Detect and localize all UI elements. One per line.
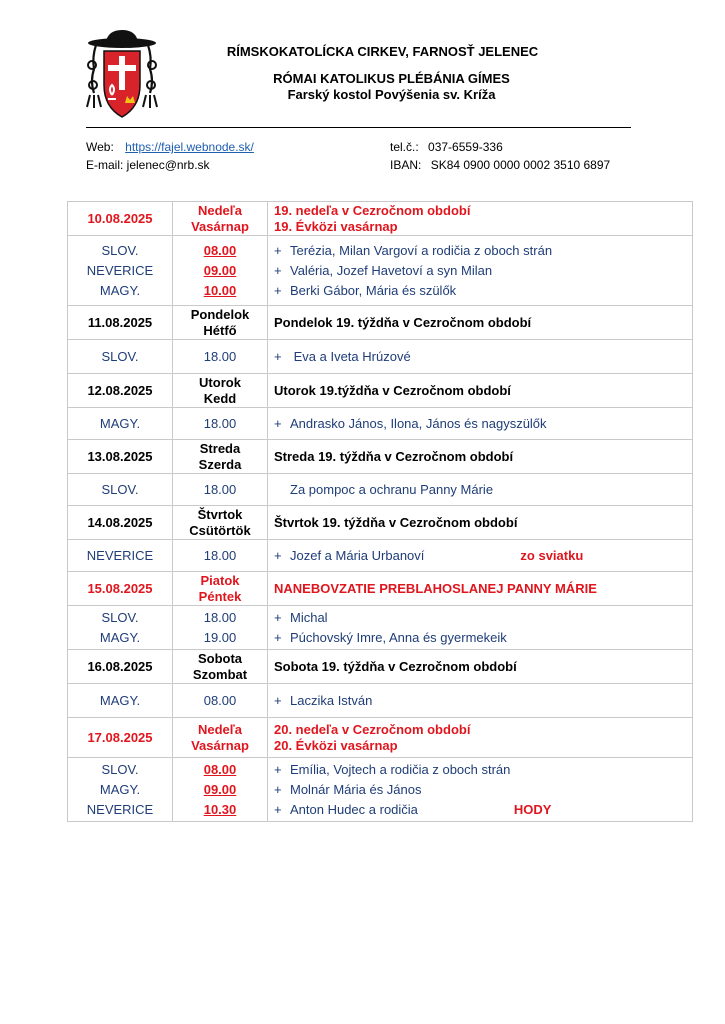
mass-intention-line [274, 628, 692, 648]
place-cell [68, 606, 173, 650]
weekday-hu: Csütörtök [189, 522, 251, 538]
mass-time: 18.00 [203, 481, 237, 497]
liturgy-title-cell [268, 572, 693, 606]
mass-intention-line [274, 347, 692, 367]
mass-row [68, 474, 693, 506]
mass-intention: Jozef a Mária Urbanoví [290, 547, 425, 563]
mass-intention: Andrasko János, Ilona, János és nagyszülők [290, 415, 547, 431]
mass-row [68, 758, 693, 822]
tel-line [390, 140, 503, 154]
mass-intention: Eva a Iveta Hrúzové [290, 348, 411, 364]
web-line [86, 140, 254, 154]
day-header-row [68, 440, 693, 474]
intention-cell [268, 606, 693, 650]
mass-place: SLOV. [101, 348, 139, 364]
weekday-hu: Szombat [192, 666, 248, 682]
weekday-hu: Péntek [198, 588, 242, 604]
intention-cell [268, 340, 693, 374]
day-header-row [68, 202, 693, 236]
mass-intention-line [274, 608, 692, 628]
place-cell [68, 236, 173, 306]
mass-time: 18.00 [203, 609, 237, 625]
mass-intention: Berki Gábor, Mária és szülők [290, 282, 457, 298]
mass-time: 18.00 [203, 547, 237, 563]
time-cell [173, 606, 268, 650]
weekday-sk: Streda [199, 440, 241, 456]
day-header-row [68, 650, 693, 684]
mass-time: 10.30 [203, 801, 237, 817]
mass-intention-line [274, 281, 692, 301]
plus-icon: + [274, 761, 282, 777]
weekday-hu: Vasárnap [191, 737, 249, 753]
mass-place: MAGY. [99, 282, 141, 298]
date-cell: 15.08.2025 [68, 572, 173, 606]
header-divider [86, 127, 631, 128]
liturgy-title-sk: Pondelok 19. týždňa v Cezročnom období [274, 314, 532, 330]
mass-time: 08.00 [203, 242, 237, 258]
weekday-cell [173, 506, 268, 540]
time-cell [173, 340, 268, 374]
mass-intention-line [274, 480, 692, 500]
mass-row [68, 606, 693, 650]
intention-cell [268, 408, 693, 440]
weekday-sk: Utorok [199, 374, 241, 390]
place-cell [68, 474, 173, 506]
weekday-sk: Nedeľa [197, 721, 243, 737]
liturgy-title-sk: Sobota 19. týždňa v Cezročnom období [274, 658, 517, 674]
date-cell: 11.08.2025 [68, 306, 173, 340]
header-church-name: Farský kostol Povýšenia sv. Kríža [287, 87, 496, 102]
mass-intention-line [274, 691, 692, 711]
mass-time: 08.00 [203, 692, 237, 708]
weekday-hu: Vasárnap [191, 218, 249, 234]
plus-icon: + [274, 629, 282, 645]
liturgy-title-hu: 20. Évközi vasárnap [274, 737, 398, 753]
weekday-cell [173, 718, 268, 758]
mass-intention: Laczika István [290, 692, 373, 708]
mass-row [68, 340, 693, 374]
mass-place: NEVERICE [86, 547, 154, 563]
intention-cell [268, 474, 693, 506]
time-cell [173, 474, 268, 506]
time-cell [173, 684, 268, 718]
day-header-row [68, 572, 693, 606]
date-cell: 12.08.2025 [68, 374, 173, 408]
intention-cell [268, 236, 693, 306]
place-cell [68, 758, 173, 822]
time-cell [173, 758, 268, 822]
liturgy-title-cell [268, 202, 693, 236]
weekday-cell [173, 572, 268, 606]
header-parish-name-sk: RÍMSKOKATOLÍCKA CIRKEV, FARNOSŤ JELENEC [226, 44, 539, 59]
mass-row [68, 408, 693, 440]
liturgy-title-cell [268, 306, 693, 340]
mass-intention-line [274, 760, 692, 780]
place-cell [68, 540, 173, 572]
weekday-hu: Kedd [203, 390, 237, 406]
mass-time: 08.00 [203, 761, 237, 777]
mass-place: SLOV. [101, 609, 139, 625]
day-header-row [68, 306, 693, 340]
liturgy-title-cell [268, 718, 693, 758]
plus-icon: + [274, 781, 282, 797]
liturgy-title-sk: 20. nedeľa v Cezročnom období [274, 721, 471, 737]
mass-intention-line [274, 414, 692, 434]
liturgy-title-cell [268, 650, 693, 684]
mass-intention: Terézia, Milan Vargoví a rodičia z oboch strán [290, 242, 553, 258]
mass-schedule-table [67, 201, 693, 822]
mass-intention: Valéria, Jozef Havetoví a syn Milan [290, 262, 493, 278]
mass-intention: Za pompoc a ochranu Panny Márie [290, 481, 494, 497]
mass-time: 19.00 [203, 629, 237, 645]
date-cell: 17.08.2025 [68, 718, 173, 758]
mass-note: HODY [513, 801, 552, 817]
day-header-row [68, 374, 693, 408]
weekday-cell [173, 202, 268, 236]
weekday-sk: Sobota [197, 650, 243, 666]
weekday-cell [173, 306, 268, 340]
liturgy-title-cell [268, 374, 693, 408]
day-header-row [68, 718, 693, 758]
mass-time: 09.00 [203, 262, 237, 278]
time-cell [173, 540, 268, 572]
iban-line [390, 158, 610, 172]
date-cell: 16.08.2025 [68, 650, 173, 684]
mass-place: MAGY. [99, 415, 141, 431]
plus-icon: + [274, 801, 282, 817]
mass-intention: Molnár Mária és János [290, 781, 422, 797]
mass-row [68, 540, 693, 572]
weekday-cell [173, 650, 268, 684]
liturgy-title-cell [268, 506, 693, 540]
email-line: E-mail: jelenec@nrb.sk [86, 158, 210, 172]
plus-icon: + [274, 415, 282, 431]
date-cell: 10.08.2025 [68, 202, 173, 236]
intention-cell [268, 540, 693, 572]
weekday-sk: Piatok [200, 572, 240, 588]
date-cell: 13.08.2025 [68, 440, 173, 474]
liturgy-title-sk: Utorok 19.týždňa v Cezročnom období [274, 382, 511, 398]
mass-place: NEVERICE [86, 262, 154, 278]
mass-time: 18.00 [203, 348, 237, 364]
time-cell [173, 236, 268, 306]
mass-intention: Michal [290, 609, 328, 625]
plus-icon: + [274, 282, 282, 298]
plus-icon: + [274, 547, 282, 563]
mass-row [68, 684, 693, 718]
mass-place: SLOV. [101, 761, 139, 777]
place-cell [68, 340, 173, 374]
tel-label: tel.č.: [390, 140, 419, 154]
mass-intention-line [274, 800, 692, 820]
liturgy-title-sk: 19. nedeľa v Cezročnom období [274, 202, 471, 218]
place-cell [68, 684, 173, 718]
weekday-sk: Nedeľa [197, 202, 243, 218]
liturgy-title-sk: NANEBOVZATIE PREBLAHOSLANEJ PANNY MÁRIE [274, 580, 597, 596]
iban-value: SK84 0900 0000 0002 3510 6897 [430, 158, 611, 172]
mass-place: SLOV. [101, 481, 139, 497]
time-cell [173, 408, 268, 440]
web-label: Web: [86, 140, 114, 154]
tel-value: 037-6559-336 [428, 140, 503, 154]
mass-row [68, 236, 693, 306]
weekday-cell [173, 374, 268, 408]
weekday-hu: Hétfő [203, 322, 237, 338]
mass-time: 10.00 [203, 282, 237, 298]
mass-place: MAGY. [99, 692, 141, 708]
weekday-sk: Štvrtok [197, 506, 243, 522]
mass-intention: Anton Hudec a rodičia [290, 801, 418, 817]
liturgy-title-sk: Štvrtok 19. týždňa v Cezročnom období [274, 514, 518, 530]
plus-icon: + [274, 262, 282, 278]
plus-icon: + [274, 609, 282, 625]
mass-intention: Púchovský Imre, Anna és gyermekeik [290, 629, 507, 645]
header-parish-name-hu: RÓMAI KATOLIKUS PLÉBÁNIA GÍMES [273, 71, 510, 86]
mass-note: zo sviatku [520, 547, 584, 563]
mass-place: MAGY. [99, 781, 141, 797]
mass-time: 09.00 [203, 781, 237, 797]
mass-place: NEVERICE [86, 801, 154, 817]
day-header-row [68, 506, 693, 540]
liturgy-title-sk: Streda 19. týždňa v Cezročnom období [274, 448, 514, 464]
date-cell: 14.08.2025 [68, 506, 173, 540]
mass-intention-line [274, 261, 692, 281]
liturgy-title-hu: 19. Évközi vasárnap [274, 218, 398, 234]
mass-intention: Emília, Vojtech a rodičia z oboch strán [290, 761, 511, 777]
plus-icon: + [274, 242, 282, 258]
weekday-sk: Pondelok [190, 306, 250, 322]
web-link[interactable]: https://fajel.webnode.sk/ [125, 140, 254, 154]
mass-time: 18.00 [203, 415, 237, 431]
weekday-cell [173, 440, 268, 474]
plus-icon: + [274, 692, 282, 708]
mass-place: SLOV. [101, 242, 139, 258]
mass-intention-line [274, 780, 692, 800]
mass-place: MAGY. [99, 629, 141, 645]
place-cell [68, 408, 173, 440]
intention-cell [268, 758, 693, 822]
plus-icon: + [274, 348, 282, 364]
iban-label: IBAN: [390, 158, 422, 172]
intention-cell [268, 684, 693, 718]
mass-intention-line [274, 241, 692, 261]
liturgy-title-cell [268, 440, 693, 474]
weekday-hu: Szerda [198, 456, 242, 472]
mass-intention-line [274, 546, 692, 566]
